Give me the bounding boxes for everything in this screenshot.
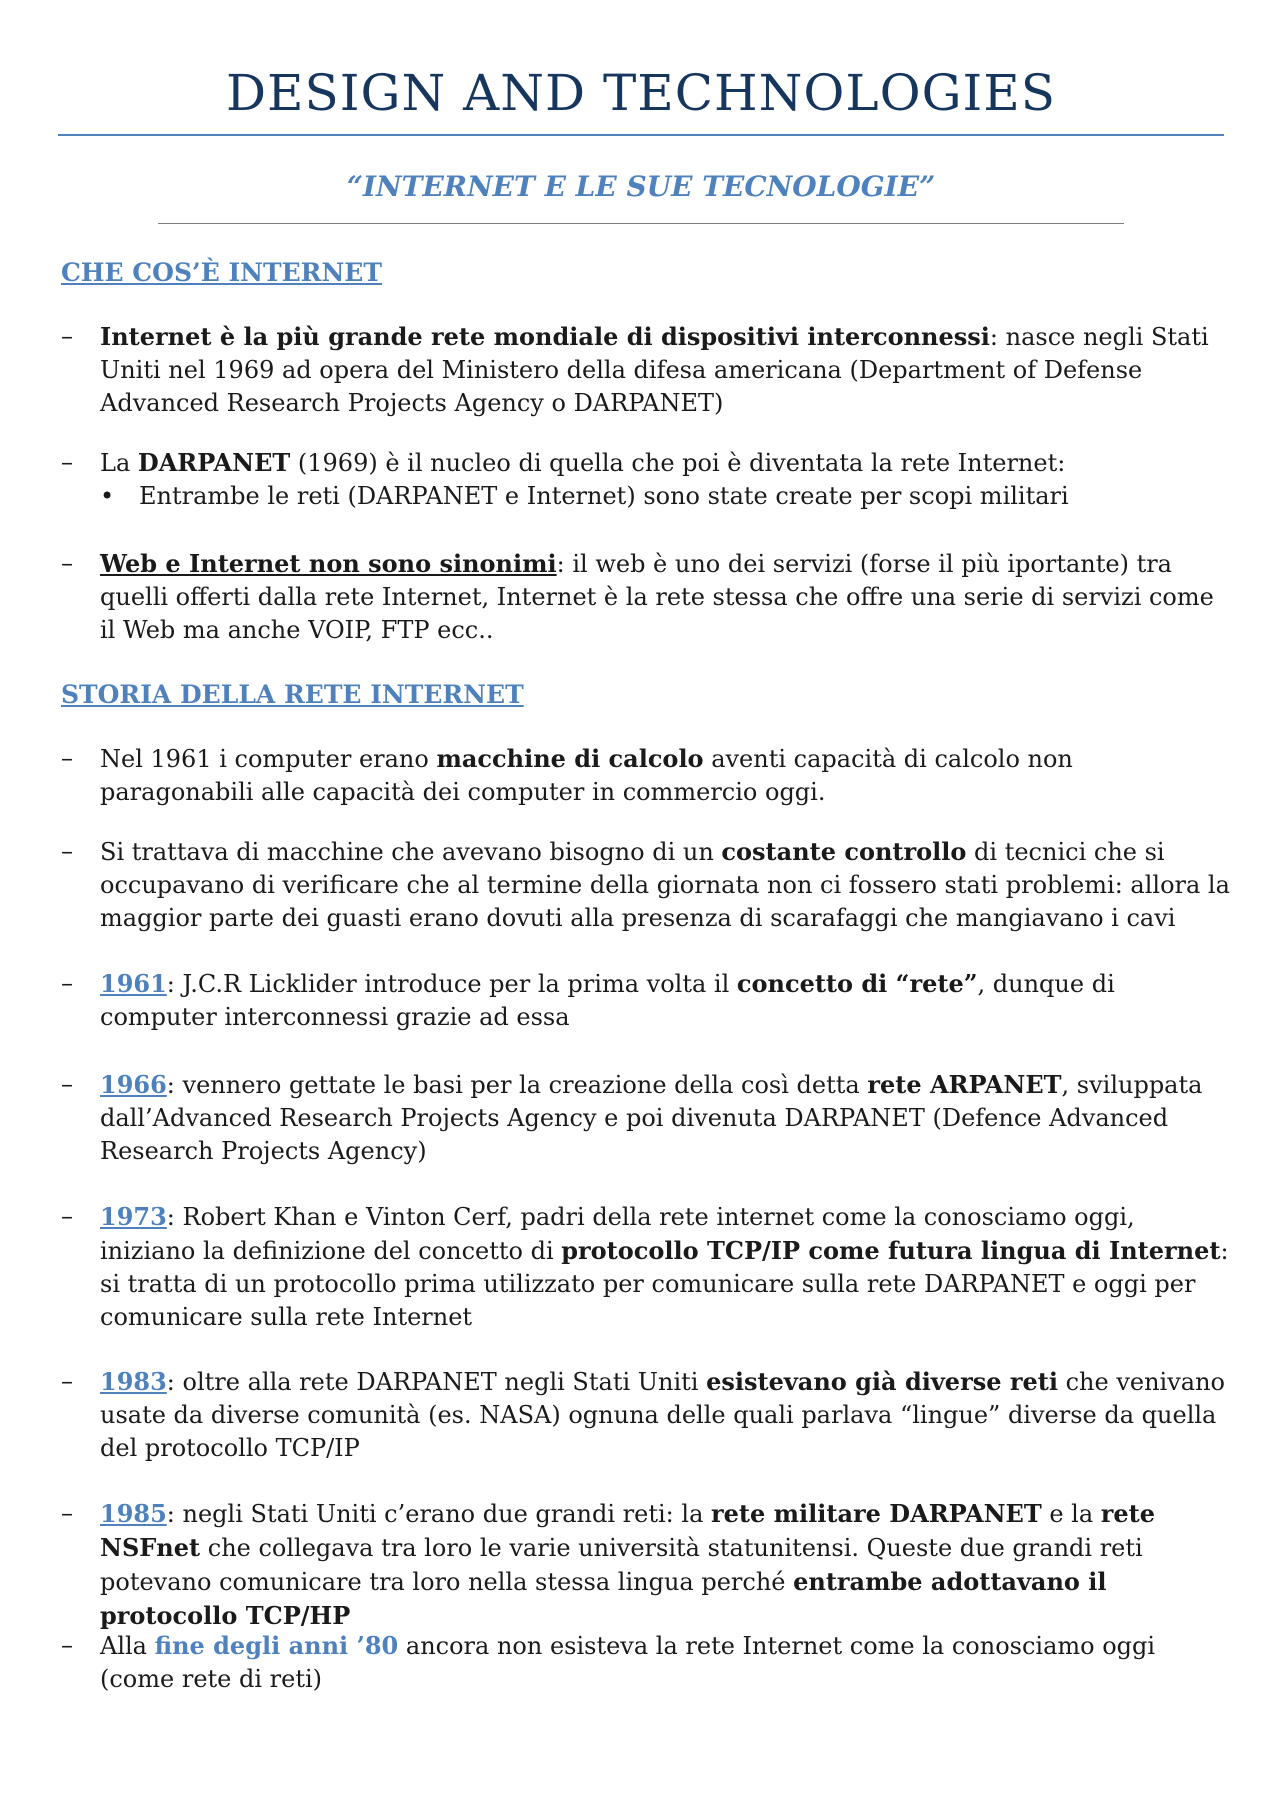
sub-list-item bbox=[100, 480, 1231, 513]
list-item-text: 1985: negli Stati Uniti c’erano due grandi reti: la rete militare DARPANET e la rete NSFnet che collegava tra loro le varie università statunitensi. Queste due grandi reti potevano comunicare tra loro nella stessa lingua perché entrambe adottavano il protocollo TCP/HP bbox=[100, 1499, 1156, 1630]
year-link-1983[interactable]: 1983 bbox=[100, 1367, 167, 1396]
list-item bbox=[61, 1200, 1231, 1334]
list-item bbox=[61, 320, 1231, 420]
list-item bbox=[61, 547, 1231, 647]
list-item-text: 1983: oltre alla rete DARPANET negli Stati Uniti esistevano già diverse reti che venivano usate da diverse comunità (es. NASA) ognuna delle quali parlava “lingue” diverse da quella del protocollo TCP/IP bbox=[100, 1367, 1225, 1462]
list-item bbox=[61, 835, 1231, 935]
list-item-text: 1966: vennero gettate le basi per la creazione della così detta rete ARPANET, sviluppata dall’Advanced Research Projects Agency e poi divenuta DARPANET (Defence Advanced Research Projects Agency) bbox=[100, 1070, 1203, 1165]
year-link-1985[interactable]: 1985 bbox=[100, 1499, 167, 1528]
document-subtitle: “INTERNET E LE SUE TECNOLOGIE” bbox=[346, 170, 936, 203]
list-item bbox=[61, 1365, 1231, 1465]
list-item bbox=[61, 446, 1231, 513]
year-link-1973[interactable]: 1973 bbox=[100, 1202, 167, 1231]
dash-bullet: – bbox=[61, 1367, 73, 1395]
list-item bbox=[61, 1068, 1231, 1168]
dash-bullet: – bbox=[61, 1499, 73, 1527]
list-item-text: Alla fine degli anni ’80 ancora non esisteva la rete Internet come la conosciamo oggi (come rete di reti) bbox=[100, 1631, 1156, 1693]
list-item bbox=[61, 1629, 1231, 1696]
dot-bullet: • bbox=[100, 482, 115, 510]
year-link-1966[interactable]: 1966 bbox=[100, 1070, 167, 1099]
dash-bullet: – bbox=[61, 322, 73, 350]
list-item-text: La DARPANET (1969) è il nucleo di quella che poi è diventata la rete Internet: bbox=[100, 448, 1066, 477]
dash-bullet: – bbox=[61, 1070, 73, 1098]
list-item-text: 1973: Robert Khan e Vinton Cerf, padri della rete internet come la conosciamo oggi, iniziano la definizione del concetto di protocollo TCP/IP come futura lingua di Internet: si tratta di un protocollo prima utilizzato per comunicare sulla rete DARPANET e oggi per comunicare sulla rete Internet bbox=[100, 1202, 1229, 1331]
section-heading-history: STORIA DELLA RETE INTERNET bbox=[61, 680, 524, 709]
dash-bullet: – bbox=[61, 549, 73, 577]
list-item bbox=[61, 967, 1231, 1034]
list-item bbox=[61, 1497, 1231, 1633]
list-item-text: Internet è la più grande rete mondiale di dispositivi interconnessi: nasce negli Stati Uniti nel 1969 ad opera del Ministero della difesa americana (Department of Defense Advanced Research Projects Agency o DARPANET) bbox=[100, 322, 1209, 417]
dash-bullet: – bbox=[61, 837, 73, 865]
list-item-text: Web e Internet non sono sinonimi: il web è uno dei servizi (forse il più iportante) tra quelli offerti dalla rete Internet, Internet è la rete stessa che offre una serie di servizi come il Web ma anche VOIP, FTP ecc.. bbox=[100, 549, 1214, 644]
dash-bullet: – bbox=[61, 1202, 73, 1230]
list-item-text: 1961: J.C.R Licklider introduce per la prima volta il concetto di “rete”, dunque di computer interconnessi grazie ad essa bbox=[100, 969, 1115, 1031]
list-item-text: Si trattava di macchine che avevano bisogno di un costante controllo di tecnici che si occupavano di verificare che al termine della giornata non ci fossero stati problemi: allora la maggior parte dei guasti erano dovuti alla presenza di scarafaggi che mangiavano i cavi bbox=[100, 837, 1230, 932]
list-item bbox=[61, 742, 1231, 809]
dash-bullet: – bbox=[61, 969, 73, 997]
dash-bullet: – bbox=[61, 1631, 73, 1659]
section-heading-what-is-internet: CHE COS’È INTERNET bbox=[61, 258, 382, 287]
year-link-1961[interactable]: 1961 bbox=[100, 969, 167, 998]
dash-bullet: – bbox=[61, 744, 73, 772]
document-title: DESIGN AND TECHNOLOGIES bbox=[225, 64, 1057, 122]
list-item-text: Nel 1961 i computer erano macchine di calcolo aventi capacità di calcolo non paragonabili alle capacità dei computer in commercio oggi. bbox=[100, 744, 1073, 806]
title-divider bbox=[58, 134, 1224, 136]
sub-list-item-text: Entrambe le reti (DARPANET e Internet) sono state create per scopi militari bbox=[139, 482, 1069, 510]
dash-bullet: – bbox=[61, 448, 73, 476]
subtitle-divider bbox=[158, 223, 1124, 224]
